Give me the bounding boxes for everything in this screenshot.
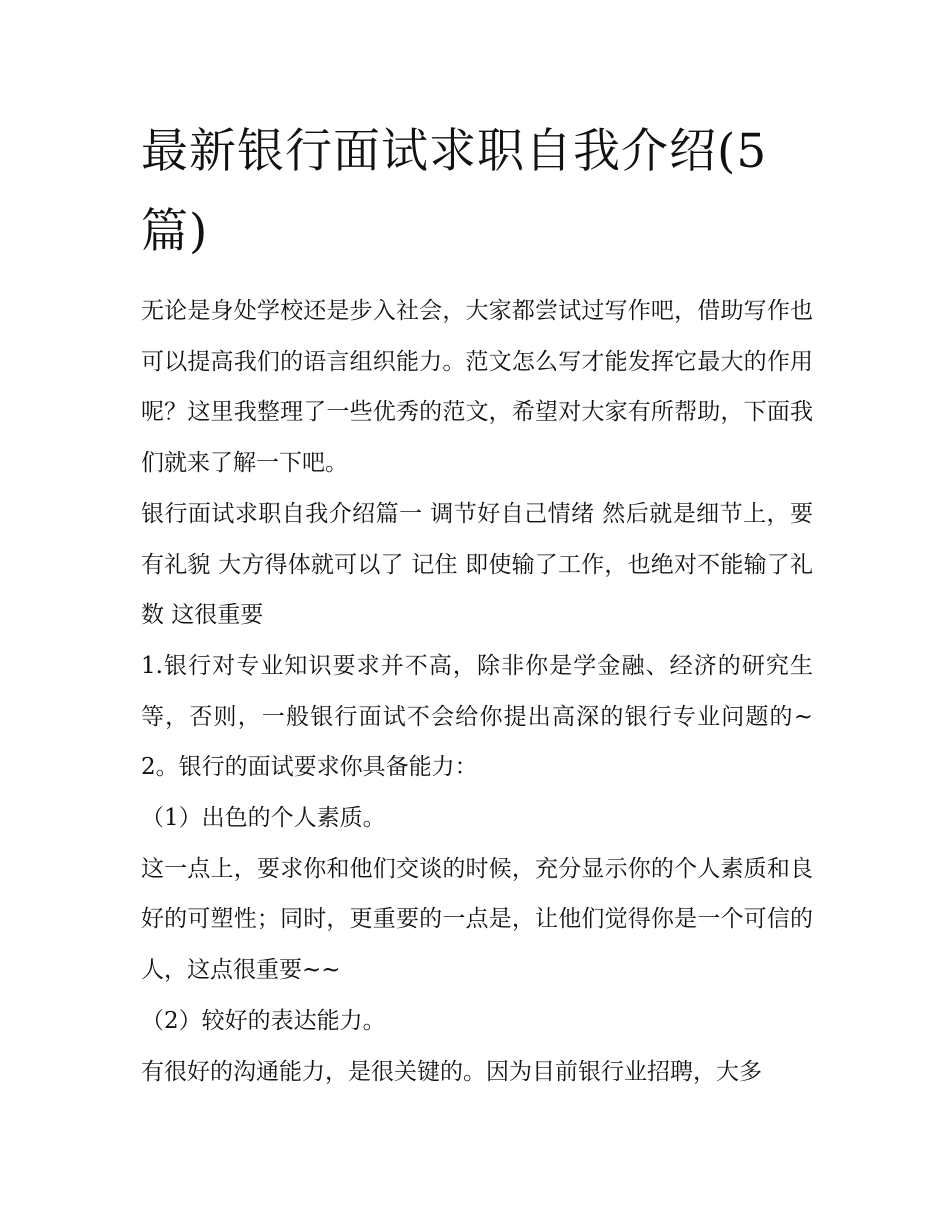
paragraph-intro: 无论是身处学校还是步入社会，大家都尝试过写作吧，借助写作也可以提高我们的语言组织能力。范文怎么写才能发挥它最大的作用呢？这里我整理了一些优秀的范文，希望对大家有所帮助，下面我们就来了解一下吧。 [141, 298, 813, 477]
document-title: 最新银行面试求职自我介绍(5篇) [141, 124, 768, 259]
document-body [141, 112, 813, 1097]
paragraph-point-1: 1.银行对专业知识要求并不高，除非你是学金融、经济的研究生等，否则，一般银行面试不会给你提出高深的银行专业问题的~ 2。银行的面试要求你具备能力： [141, 652, 813, 781]
paragraph-detail-2: 有很好的沟通能力，是很关键的。因为目前银行业招聘，大多 [141, 1058, 762, 1085]
paragraph-detail-1: 这一点上，要求你和他们交谈的时候，充分显示你的个人素质和良好的可塑性；同时，更重要的一点是，让他们觉得你是一个可信的人，这点很重要~~ [141, 855, 813, 984]
paragraph-subheading-2: （2）较好的表达能力。 [141, 1007, 386, 1034]
paragraph-subheading-1: （1）出色的个人素质。 [141, 805, 386, 832]
paragraph-section-one: 银行面试求职自我介绍篇一 调节好自己情绪 然后就是细节上，要有礼貌 大方得体就可以了 记住 即使输了工作，也绝对不能输了礼数 这很重要 [141, 500, 813, 629]
